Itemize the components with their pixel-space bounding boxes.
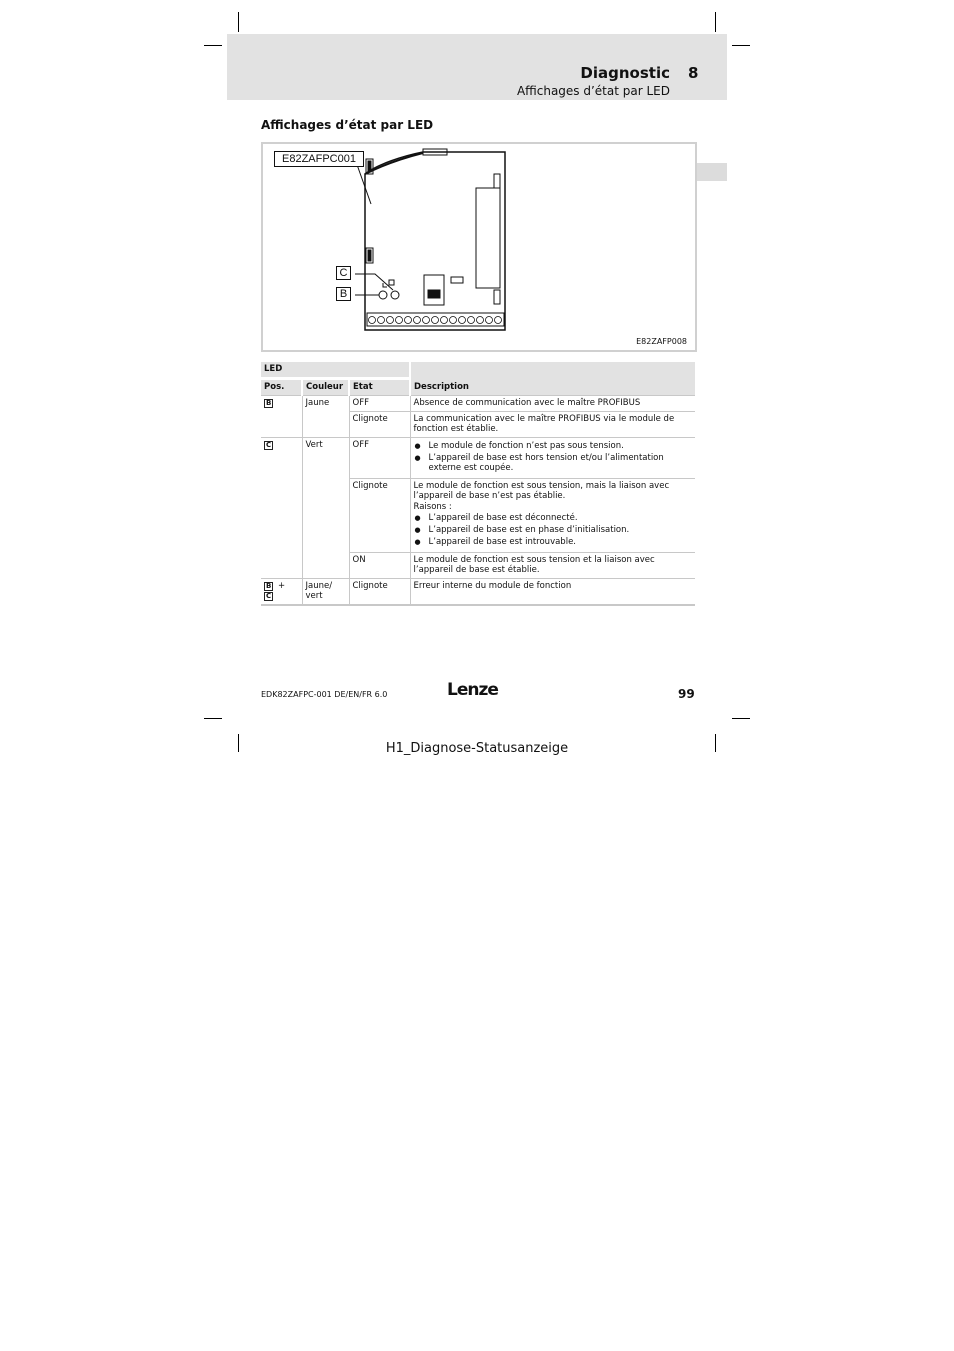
column-header-state: Etat	[349, 379, 410, 396]
pos-key: B	[266, 399, 272, 407]
led-state: ON	[349, 553, 410, 579]
pos-key: B	[266, 582, 272, 590]
table-row	[261, 579, 695, 606]
led-color: Vert	[302, 438, 349, 579]
reasons-label: Raisons :	[413, 502, 452, 512]
bullet-list	[414, 513, 693, 547]
table-row	[261, 396, 695, 412]
led-description: Erreur interne du module de fonction	[410, 579, 695, 606]
bullet-item: ● L’appareil de base est hors tension et/ou l’alimentation externe est coupée.	[414, 453, 693, 473]
bullet-item: ● Le module de fonction n’est pas sous tension.	[414, 441, 693, 451]
crop-mark	[732, 718, 750, 719]
page-number: 99	[678, 687, 695, 701]
column-header-description: Description	[410, 362, 695, 396]
module-figure	[261, 142, 697, 352]
figure-ref: E82ZAFP008	[636, 337, 687, 346]
led-group-header: LED	[261, 362, 410, 379]
table-row	[261, 438, 695, 479]
lenze-logo: Lenze	[447, 680, 498, 700]
page-caption: H1_Diagnose-Statusanzeige	[385, 741, 569, 756]
label-b: B	[336, 287, 351, 301]
bullet-list	[414, 441, 693, 473]
chapter-number: 8	[688, 64, 699, 82]
led-state: OFF	[349, 396, 410, 412]
section-heading: Affichages d’état par LED	[261, 118, 434, 132]
led-color: Jaune/ vert	[302, 579, 349, 606]
pos-key: C	[266, 441, 272, 449]
led-state: Clignote	[349, 412, 410, 438]
crop-mark	[204, 45, 222, 46]
crop-mark	[732, 45, 750, 46]
led-status-table	[261, 362, 695, 606]
column-header-color: Couleur	[302, 379, 349, 396]
crop-mark	[715, 12, 716, 32]
led-description: La communication avec le maître PROFIBUS via le module de fonction est établie.	[410, 412, 695, 438]
pos-plus: +	[278, 581, 286, 591]
led-description	[410, 479, 695, 553]
crop-mark	[238, 12, 239, 32]
chapter-title: Diagnostic	[580, 64, 670, 82]
led-description: Le module de fonction est sous tension et la liaison avec l’appareil de base est établie.	[410, 553, 695, 579]
led-color: Jaune	[302, 396, 349, 438]
bullet-item: ● L’appareil de base est déconnecté.	[414, 513, 693, 523]
module-label: E82ZAFPC001	[274, 151, 364, 167]
module-drawing	[263, 144, 695, 350]
column-header-pos: Pos.	[261, 379, 302, 396]
led-description	[410, 438, 695, 479]
bullet-item: ● L’appareil de base est en phase d’initialisation.	[414, 525, 693, 535]
led-state: Clignote	[349, 479, 410, 553]
chapter-subtitle: Affichages d’état par LED	[516, 84, 670, 98]
description-text: Le module de fonction est sous tension, mais la liaison avec l’appareil de base n’est pas établie.	[413, 481, 670, 501]
crop-mark	[204, 718, 222, 719]
led-state: Clignote	[349, 579, 410, 606]
side-thumb-tab	[697, 163, 727, 181]
label-c: C	[336, 266, 351, 280]
pos-key: C	[266, 592, 272, 600]
bullet-item: ● L’appareil de base est introuvable.	[414, 537, 693, 547]
led-description: Absence de communication avec le maître PROFIBUS	[410, 396, 695, 412]
led-state: OFF	[349, 438, 410, 479]
document-id: EDK82ZAFPC-001 DE/EN/FR 6.0	[261, 690, 388, 699]
